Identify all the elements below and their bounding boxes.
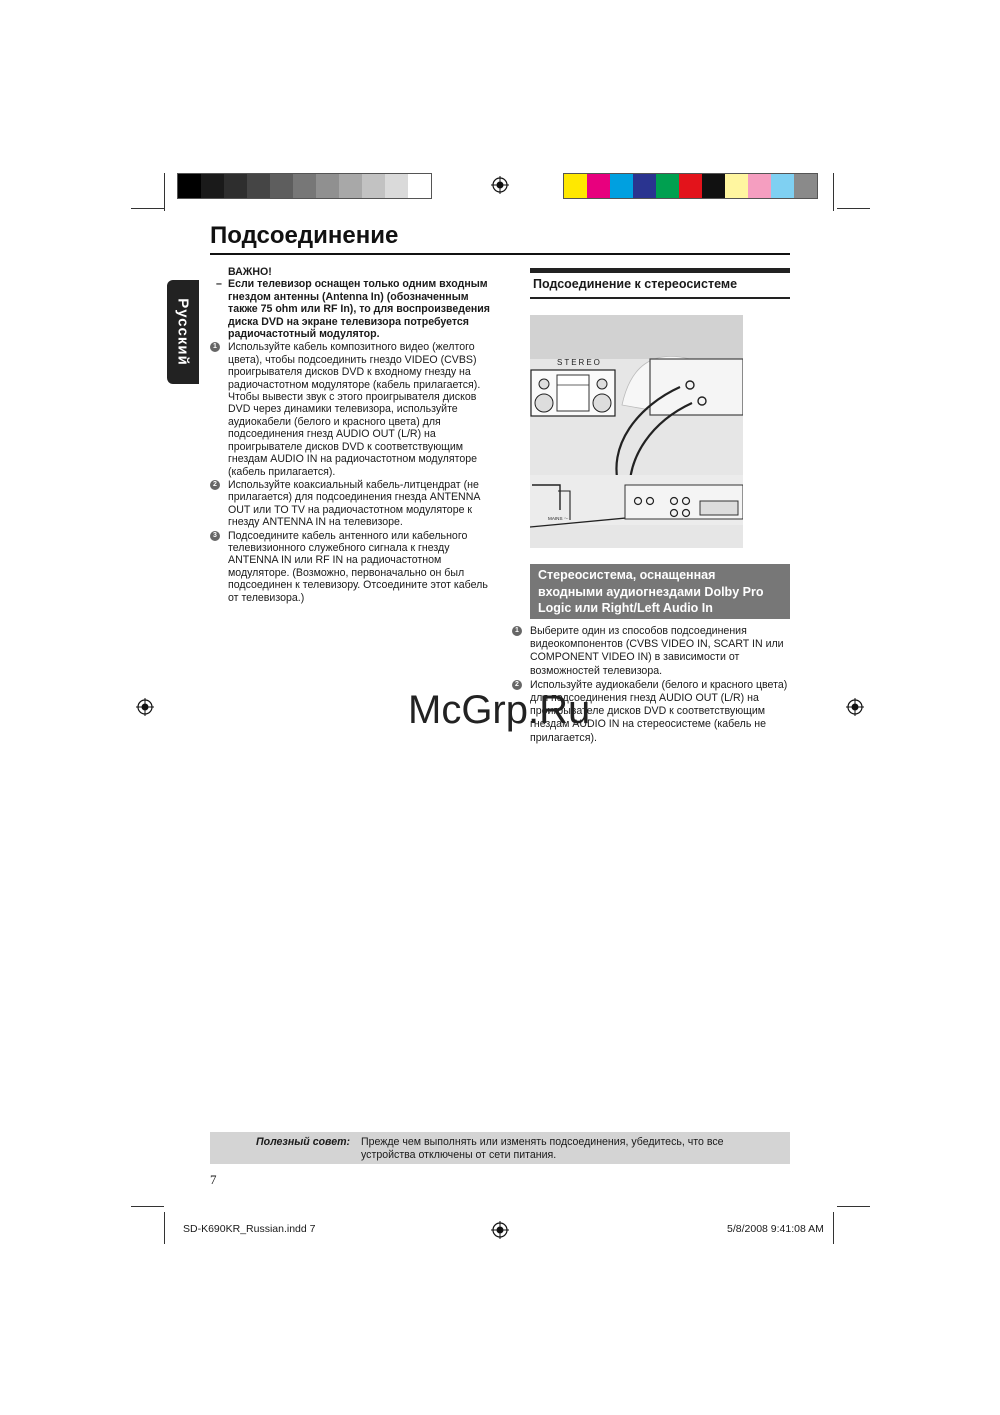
color-swatch	[656, 174, 679, 198]
section-header	[530, 268, 790, 300]
mains-label: MAINS ～	[548, 516, 569, 521]
tip-label: Полезный совет:	[256, 1136, 351, 1148]
tip-text: Прежде чем выполнять или изменять подсоединения, убедитесь, что все устройства отключены от сети питания.	[361, 1136, 724, 1162]
color-swatch	[748, 174, 771, 198]
color-swatch	[725, 174, 748, 198]
language-tab	[167, 280, 199, 384]
color-swatch	[293, 174, 316, 198]
page-title: Подсоединение	[210, 222, 399, 249]
color-swatch	[564, 174, 587, 198]
watermark: McGrp.Ru	[408, 688, 591, 732]
color-swatch	[771, 174, 794, 198]
footer-timestamp: 5/8/2008 9:41:08 AM	[727, 1223, 824, 1235]
color-swatch	[178, 174, 201, 198]
important-note	[210, 278, 495, 340]
important-title: ВАЖНО!	[228, 266, 272, 278]
page-number: 7	[210, 1172, 217, 1187]
step-item	[210, 479, 495, 529]
color-swatch	[702, 174, 725, 198]
color-swatch	[316, 174, 339, 198]
stereo-label: STEREO	[557, 358, 602, 367]
step-item	[512, 625, 792, 678]
crop-mark	[837, 208, 870, 209]
registration-mark-icon	[491, 1221, 509, 1239]
step-text: Подсоедините кабель антенного или кабельного телевизионного служебного сигнала к гнезду ANTENNA IN или RF IN на радиочастотном модуляторе. (Возможно, первоначально он был подсоединен к телевизору. Отсоедините этот кабель от телевизора.)	[228, 529, 488, 604]
important-text: Если телевизор оснащен только одним входным гнездом антенны (Antenna In) (обозначенным также 75 ohm или RF In), то для воспроизведения диска DVD на экране телевизора потребуется радиочастотный модулятор.	[228, 278, 490, 341]
color-swatch	[385, 174, 408, 198]
subsection-header: Стереосистема, оснащенная входными аудиогнездами Dolby Pro Logic или Right/Left Audio In	[530, 564, 790, 619]
step-item	[210, 530, 495, 604]
color-swatch	[679, 174, 702, 198]
step-number-icon: 2	[512, 680, 522, 690]
step-text: Выберите один из способов подсоединения видеокомпонентов (CVBS VIDEO IN, SCART IN или COMPONENT VIDEO IN) в зависимости от возможностей телевизора.	[530, 625, 784, 677]
registration-mark-icon	[491, 176, 509, 194]
registration-mark-icon	[136, 698, 154, 716]
step-number-icon: 2	[210, 480, 220, 490]
color-swatch	[794, 174, 817, 198]
dash-marker: –	[216, 278, 222, 291]
crop-mark	[164, 173, 165, 211]
step-text: Используйте коаксиальный кабель-литцендрат (не прилагается) для подсоединения гнезда ANTENNA OUT или TO TV на радиочастотном модуляторе к гнезду ANTENNA IN на телевизоре.	[228, 478, 480, 529]
tip-box	[210, 1132, 790, 1164]
section-title: Подсоединение к стереосистеме	[533, 277, 738, 291]
color-swatch	[270, 174, 293, 198]
color-swatch	[224, 174, 247, 198]
crop-mark	[833, 1212, 834, 1244]
step-number-icon: 1	[210, 342, 220, 352]
crop-mark	[131, 208, 164, 209]
title-rule	[210, 253, 790, 255]
step-item	[210, 341, 495, 477]
grayscale-color-bar	[177, 173, 432, 199]
step-number-icon: 1	[512, 626, 522, 636]
color-swatch	[247, 174, 270, 198]
section-rule-bottom	[530, 297, 790, 299]
color-swatch	[587, 174, 610, 198]
color-swatch	[339, 174, 362, 198]
footer-filename: SD-K690KR_Russian.indd 7	[183, 1223, 316, 1235]
color-swatch	[408, 174, 431, 198]
crop-mark	[131, 1206, 164, 1207]
left-column	[210, 266, 495, 604]
language-tab-label: Русский	[174, 298, 192, 366]
section-rule-top	[530, 268, 790, 273]
step-number-icon: 3	[210, 531, 220, 541]
color-swatch	[362, 174, 385, 198]
color-swatch	[633, 174, 656, 198]
color-swatch	[610, 174, 633, 198]
step-text: Используйте кабель композитного видео (желтого цвета), чтобы подсоединить гнездо VIDEO (CVBS) проигрывателя дисков DVD к входному гнезду на радиочастотном модуляторе (кабель прилагается). Чтобы вывести звук с этого проигрывателя дисков DVD через динамики телевизора, используйте аудиокабели (белого и красного цвета) для подсоединения гнезд AUDIO OUT (L/R) на проигрывателе дисков DVD к соответствующим гнездам AUDIO IN на радиочастотном модуляторе (кабель прилагается).	[228, 341, 481, 478]
color-swatch	[201, 174, 224, 198]
stereo-connection-diagram	[530, 315, 743, 548]
process-color-bar	[563, 173, 818, 199]
crop-mark	[164, 1212, 165, 1244]
registration-mark-icon	[846, 698, 864, 716]
step-text: Используйте аудиокабели (белого и красного цвета) для подсоединения гнезд AUDIO OUT (L/R) на проигрывателе дисков DVD к соответствующим гнездам AUDIO IN на стереосистеме (кабель не прилагается).	[530, 678, 788, 744]
crop-mark	[833, 173, 834, 211]
crop-mark	[837, 1206, 870, 1207]
